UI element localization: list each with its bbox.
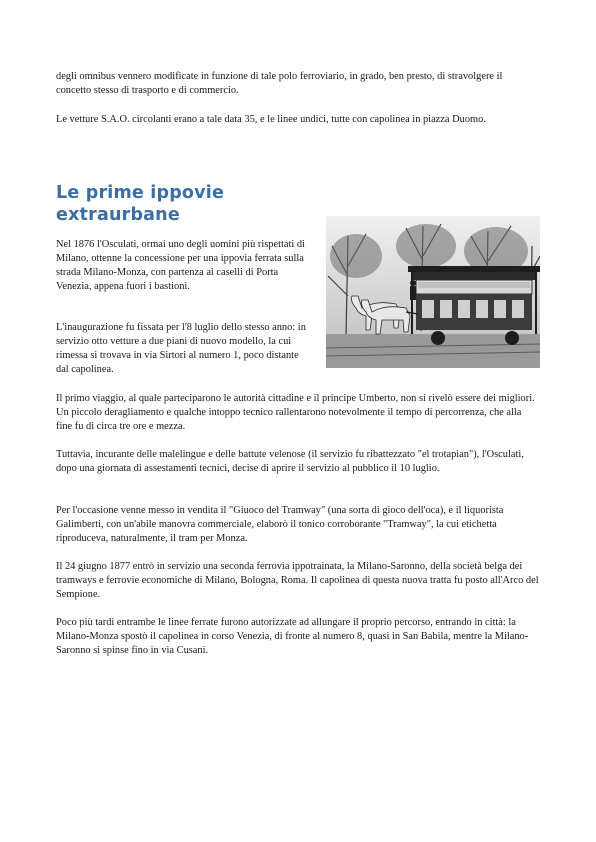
paragraph-first-trip: Il primo viaggio, al quale parteciparono le autorità cittadine e il principe Umberto, non si rivelò essere dei migliori. Un piccolo deragliamento e qualche intoppo tecnico rallentarono notevolmente il tempo di percorrenza, che alla fine fu di circa tre ore e mezza. (56, 393, 535, 432)
paragraph-intro-1: degli omnibus vennero modificate in funzione di tale polo ferroviario, in grado, ben presto, di stravolgere il concetto stesso di trasporto e di commercio. (56, 71, 503, 96)
paragraph-tramway-game: Per l'occasione venne messo in vendita il "Giuoco del Tramway" (una sorta di gioco dell'oca), e il liquorista Galimberti, con un'abile manovra commerciale, elaborò il tonico corroborante "Tramway", la cui etichetta riproduceva, naturalmente, il tram per Monza. (56, 505, 504, 544)
paragraph-intro-2: Le vetture S.A.O. circolanti erano a tale data 35, e le linee undici, tutte con capolinea in piazza Duomo. (56, 114, 486, 125)
section-title: Le prime ippovie extraurbane (56, 183, 225, 225)
paragraph-osculati-concession: Nel 1876 l'Osculati, ormai uno degli uomini più rispettati di Milano, ottenne la concessione per una ippovia ferrata sulla strada Milano-Monza, con partenza ai caselli di Porta Venezia, appena fuori i bastioni. (56, 239, 305, 292)
paragraph-extensions: Poco più tardi entrambe le linee ferrate furono autorizzate ad allungare il proprio percorso, entrando in città: la Milano-Monza spostò il capolinea in corso Venezia, di fronte al numero 8, quasi in San Babila, mentre la Milano-Saronno si spinse fino in via Cusani. (56, 617, 529, 656)
horse-tram-photo (326, 216, 540, 368)
paragraph-inauguration: L'inaugurazione fu fissata per l'8 luglio dello stesso anno: in servizio otto vetture a due piani di nuovo modello, la cui rimessa si trovava in via Sirtori al numero 1, poco distante dal capolinea. (56, 322, 306, 375)
paragraph-milano-saronno: Il 24 giugno 1877 entrò in servizio una seconda ferrovia ippotrainata, la Milano-Saronno, della società belga dei tramways e ferrovie economiche di Milano, Bologna, Roma. Il capolinea di questa nuova tratta fu posto all'Arco del Sempione. (56, 561, 539, 600)
paragraph-public-opening: Tuttavia, incurante delle malelingue e delle battute velenose (il servizio fu ribattezzato "el trotapian"), l'Osculati, dopo una giornata di assestamenti tecnici, decise di aprire il servizio al pubblico il 10 luglio. (56, 449, 524, 474)
